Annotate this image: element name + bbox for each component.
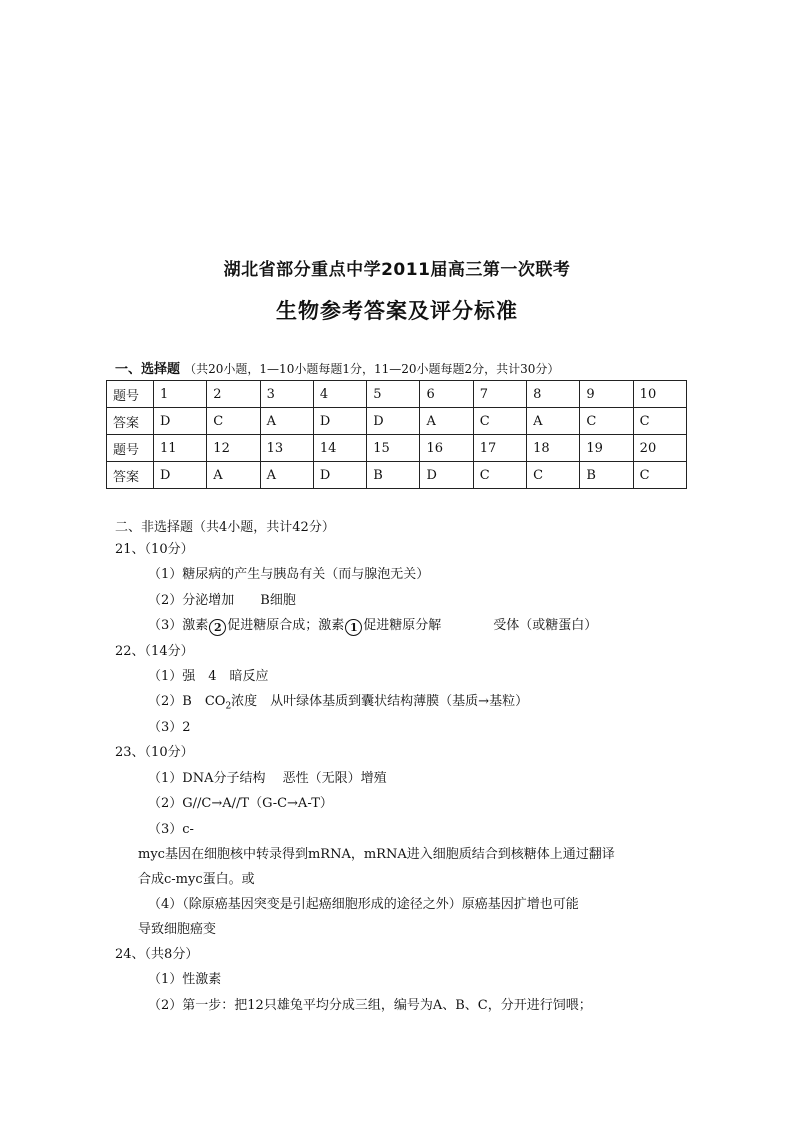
table-cell: 13 [260,435,313,462]
table-row [107,408,687,435]
table-cell: A [260,462,313,489]
table-cell: A [527,408,580,435]
table-row [107,462,687,489]
table-row [107,435,687,462]
circled-number-2: 2 [209,619,226,636]
table-cell: 6 [420,381,473,408]
table-cell: 18 [527,435,580,462]
q23-answer-4-line1: （4）（除原癌基因突变是引起癌细胞形成的途径之外）原癌基因扩增也可能 [148,897,579,912]
q23-number: 23、（10分） [115,745,194,760]
circled-number-1: 1 [345,619,362,636]
q21-answer-2: （2）分泌增加 B细胞 [148,593,296,608]
table-row-label: 题号 [107,435,154,462]
table-cell: D [154,408,207,435]
q24-answer-2: （2）第一步：把12只雄兔平均分成三组，编号为A、B、C，分开进行饲喂； [148,998,592,1013]
table-cell: C [580,408,633,435]
table-cell: 8 [527,381,580,408]
table-cell: C [633,462,686,489]
table-cell: 2 [207,381,260,408]
table-cell: 1 [154,381,207,408]
q21-answer-3-part1: （3）激素 [148,618,209,633]
table-cell: 16 [420,435,473,462]
table-cell: C [473,462,526,489]
q21-answer-3-part2: 促进糖原合成；激素 [227,618,345,633]
q23-answer-2: （2）G//C→A//T（G-C→A-T） [148,796,333,811]
table-cell: 7 [473,381,526,408]
q23-answer-3-line2: myc基因在细胞核中转录得到mRNA，mRNA进入细胞质结合到核糖体上通过翻译 [138,847,615,862]
table-cell: 3 [260,381,313,408]
table-cell: D [154,462,207,489]
q22-answer-2-part1: （2）B CO [148,694,226,709]
table-cell: 11 [154,435,207,462]
q21-answer-3 [148,618,597,636]
q24-answer-1: （1）性激素 [148,972,222,987]
table-cell: D [313,408,366,435]
table-cell: 9 [580,381,633,408]
table-row-label: 答案 [107,408,154,435]
q23-answer-4-line2: 导致细胞癌变 [138,922,217,937]
answer-table [106,380,687,489]
q23-answer-3-line1: （3）c- [148,822,194,837]
table-cell: 17 [473,435,526,462]
table-cell: 20 [633,435,686,462]
table-cell: D [367,408,420,435]
table-cell: 12 [207,435,260,462]
subscript-2: 2 [225,701,232,712]
q22-answer-2-part2: 浓度 从叶绿体基质到囊状结构薄膜（基质→基粒） [231,694,529,709]
part1-heading: 一、选择题 [115,362,181,377]
table-cell: 19 [580,435,633,462]
table-row [107,381,687,408]
table-cell: 4 [313,381,366,408]
part1-note: （共20小题，1—10小题每题1分，11—20小题每题2分，共计30分） [184,362,560,376]
table-cell: A [260,408,313,435]
q22-answer-1: （1）强 4 暗反应 [148,669,269,684]
q24-number: 24、（共8分） [115,947,199,962]
table-cell: 10 [633,381,686,408]
table-cell: A [420,408,473,435]
table-cell: C [207,408,260,435]
table-cell: D [420,462,473,489]
q21-number: 21、（10分） [115,542,194,557]
table-cell: D [313,462,366,489]
q22-number: 22、（14分） [115,644,194,659]
q21-answer-1: （1）糖尿病的产生与胰岛有关（而与腺泡无关） [148,567,430,582]
table-cell: C [633,408,686,435]
q21-answer-3-part3: 促进糖原分解 受体（或糖蛋白） [363,618,598,633]
document-title: 湖北省部分重点中学2011届高三第一次联考 [223,260,571,280]
q23-answer-3-line3: 合成c-myc蛋白。或 [138,872,255,887]
table-cell: B [367,462,420,489]
table-cell: A [207,462,260,489]
table-row-label: 题号 [107,381,154,408]
table-cell: 5 [367,381,420,408]
table-cell: B [580,462,633,489]
q23-answer-1: （1）DNA分子结构 恶性（无限）增殖 [148,771,387,786]
q22-answer-2 [148,694,528,715]
q22-answer-3: （3）2 [148,720,191,735]
document-subtitle: 生物参考答案及评分标准 [276,299,518,323]
table-cell: C [527,462,580,489]
table-row-label: 答案 [107,462,154,489]
table-cell: 14 [313,435,366,462]
part2-heading: 二、非选择题（共4小题，共计42分） [115,520,335,535]
part1-heading-line [115,358,559,377]
table-cell: C [473,408,526,435]
table-cell: 15 [367,435,420,462]
